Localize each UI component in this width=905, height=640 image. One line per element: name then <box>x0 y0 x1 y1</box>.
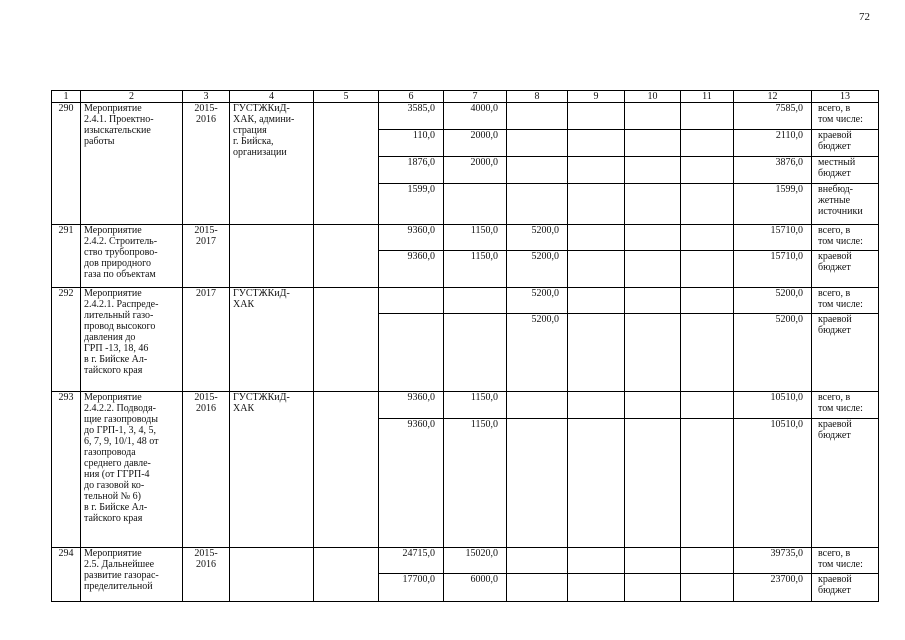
value-col-12: 7585,0 <box>734 103 812 130</box>
table-row <box>52 103 879 130</box>
measure-name: Мероприятие 2.4.2.2. Подводя- щие газопроводы до ГРП-1, 3, 4, 5, 6, 7, 9, 10/1, 48 от газопровода среднего давле- ния (от ГГРП-4 до газовой ко- тельной № 6) в г. Бийске Ал- тайского края <box>81 392 183 548</box>
value-col-10 <box>625 157 681 184</box>
value-col-10 <box>625 130 681 157</box>
executor: ГУСТЖКиД- ХАК <box>230 288 314 392</box>
value-col-12: 5200,0 <box>734 314 812 392</box>
funding-source: краевой бюджет <box>812 419 879 548</box>
value-col-10 <box>625 548 681 574</box>
value-col-12: 2110,0 <box>734 130 812 157</box>
value-col-9 <box>568 103 625 130</box>
value-col-10 <box>625 314 681 392</box>
funding-source: краевой бюджет <box>812 574 879 602</box>
value-col-6: 17700,0 <box>379 574 444 602</box>
funding-source: краевой бюджет <box>812 314 879 392</box>
value-col-6: 3585,0 <box>379 103 444 130</box>
value-col-7: 1150,0 <box>444 392 507 419</box>
header-cell-8: 8 <box>507 91 568 103</box>
header-cell-6: 6 <box>379 91 444 103</box>
value-col-6: 1599,0 <box>379 184 444 225</box>
value-col-12: 15710,0 <box>734 251 812 288</box>
header-cell-2: 2 <box>81 91 183 103</box>
header-cell-1: 1 <box>52 91 81 103</box>
value-col-8 <box>507 419 568 548</box>
header-cell-3: 3 <box>183 91 230 103</box>
table-row <box>52 548 879 574</box>
measure-name: Мероприятие 2.4.1. Проектно- изыскательские работы <box>81 103 183 225</box>
value-col-12: 10510,0 <box>734 392 812 419</box>
value-col-8: 5200,0 <box>507 225 568 251</box>
value-col-12: 39735,0 <box>734 548 812 574</box>
value-col-6 <box>379 288 444 314</box>
value-col-8 <box>507 392 568 419</box>
executor <box>230 548 314 602</box>
header-cell-7: 7 <box>444 91 507 103</box>
col-5 <box>314 392 379 548</box>
table-row <box>52 225 879 251</box>
value-col-11 <box>681 548 734 574</box>
value-col-7: 2000,0 <box>444 157 507 184</box>
funding-source: всего, в том числе: <box>812 288 879 314</box>
value-col-9 <box>568 574 625 602</box>
header-cell-10: 10 <box>625 91 681 103</box>
measure-name: Мероприятие 2.4.2. Строитель- ство трубопрово- дов природного газа по объектам <box>81 225 183 288</box>
header-cell-12: 12 <box>734 91 812 103</box>
value-col-10 <box>625 392 681 419</box>
value-col-11 <box>681 184 734 225</box>
value-col-12: 1599,0 <box>734 184 812 225</box>
measure-name: Мероприятие 2.5. Дальнейшее развитие газорас- пределительной <box>81 548 183 602</box>
value-col-10 <box>625 184 681 225</box>
funding-source: краевой бюджет <box>812 130 879 157</box>
value-col-12: 3876,0 <box>734 157 812 184</box>
table-body <box>52 91 879 602</box>
row-number: 292 <box>52 288 81 392</box>
value-col-6: 9360,0 <box>379 419 444 548</box>
value-col-7: 1150,0 <box>444 419 507 548</box>
row-number: 290 <box>52 103 81 225</box>
years: 2015- 2016 <box>183 392 230 548</box>
measure-name: Мероприятие 2.4.2.1. Распреде- лительный газо- провод высокого давления до ГРП -13, 18, 46 в г. Бийске Ал- тайского края <box>81 288 183 392</box>
value-col-6: 9360,0 <box>379 251 444 288</box>
header-cell-5: 5 <box>314 91 379 103</box>
value-col-6: 1876,0 <box>379 157 444 184</box>
executor: ГУСТЖКиД- ХАК, админи- страция г. Бийска, организации <box>230 103 314 225</box>
header-cell-13: 13 <box>812 91 879 103</box>
years: 2017 <box>183 288 230 392</box>
value-col-8 <box>507 157 568 184</box>
value-col-8 <box>507 130 568 157</box>
value-col-7 <box>444 184 507 225</box>
value-col-11 <box>681 251 734 288</box>
value-col-11 <box>681 157 734 184</box>
page-number: 72 <box>859 11 870 23</box>
value-col-11 <box>681 314 734 392</box>
value-col-7 <box>444 314 507 392</box>
value-col-8 <box>507 184 568 225</box>
funding-source: всего, в том числе: <box>812 548 879 574</box>
value-col-12: 10510,0 <box>734 419 812 548</box>
value-col-9 <box>568 251 625 288</box>
value-col-11 <box>681 392 734 419</box>
value-col-9 <box>568 157 625 184</box>
header-cell-4: 4 <box>230 91 314 103</box>
funding-source: всего, в том числе: <box>812 225 879 251</box>
value-col-11 <box>681 130 734 157</box>
value-col-9 <box>568 130 625 157</box>
row-number: 294 <box>52 548 81 602</box>
table-row <box>52 392 879 419</box>
value-col-10 <box>625 225 681 251</box>
value-col-8 <box>507 103 568 130</box>
value-col-6: 9360,0 <box>379 225 444 251</box>
value-col-8: 5200,0 <box>507 251 568 288</box>
value-col-11 <box>681 103 734 130</box>
executor <box>230 225 314 288</box>
row-number: 291 <box>52 225 81 288</box>
col-5 <box>314 103 379 225</box>
value-col-10 <box>625 251 681 288</box>
value-col-10 <box>625 574 681 602</box>
funding-source: внебюд- жетные источники <box>812 184 879 225</box>
value-col-6: 24715,0 <box>379 548 444 574</box>
value-col-7 <box>444 288 507 314</box>
value-col-7: 1150,0 <box>444 225 507 251</box>
col-5 <box>314 548 379 602</box>
value-col-8 <box>507 548 568 574</box>
value-col-11 <box>681 288 734 314</box>
value-col-6: 9360,0 <box>379 392 444 419</box>
value-col-9 <box>568 225 625 251</box>
value-col-7: 2000,0 <box>444 130 507 157</box>
executor: ГУСТЖКиД- ХАК <box>230 392 314 548</box>
value-col-8 <box>507 574 568 602</box>
value-col-7: 6000,0 <box>444 574 507 602</box>
header-cell-9: 9 <box>568 91 625 103</box>
col-5 <box>314 225 379 288</box>
value-col-9 <box>568 548 625 574</box>
value-col-11 <box>681 419 734 548</box>
value-col-7: 4000,0 <box>444 103 507 130</box>
value-col-9 <box>568 288 625 314</box>
value-col-10 <box>625 288 681 314</box>
value-col-8: 5200,0 <box>507 314 568 392</box>
value-col-9 <box>568 184 625 225</box>
value-col-6: 110,0 <box>379 130 444 157</box>
value-col-12: 5200,0 <box>734 288 812 314</box>
years: 2015- 2016 <box>183 103 230 225</box>
value-col-9 <box>568 314 625 392</box>
funding-source: краевой бюджет <box>812 251 879 288</box>
budget-table <box>51 90 879 602</box>
value-col-10 <box>625 103 681 130</box>
value-col-12: 23700,0 <box>734 574 812 602</box>
row-number: 293 <box>52 392 81 548</box>
value-col-11 <box>681 574 734 602</box>
value-col-7: 1150,0 <box>444 251 507 288</box>
years: 2015- 2017 <box>183 225 230 288</box>
header-cell-11: 11 <box>681 91 734 103</box>
value-col-9 <box>568 392 625 419</box>
value-col-9 <box>568 419 625 548</box>
col-5 <box>314 288 379 392</box>
years: 2015- 2016 <box>183 548 230 602</box>
funding-source: местный бюджет <box>812 157 879 184</box>
value-col-8: 5200,0 <box>507 288 568 314</box>
table-row <box>52 288 879 314</box>
value-col-12: 15710,0 <box>734 225 812 251</box>
funding-source: всего, в том числе: <box>812 103 879 130</box>
value-col-6 <box>379 314 444 392</box>
funding-source: всего, в том числе: <box>812 392 879 419</box>
value-col-10 <box>625 419 681 548</box>
header-row <box>52 91 879 103</box>
value-col-7: 15020,0 <box>444 548 507 574</box>
value-col-11 <box>681 225 734 251</box>
